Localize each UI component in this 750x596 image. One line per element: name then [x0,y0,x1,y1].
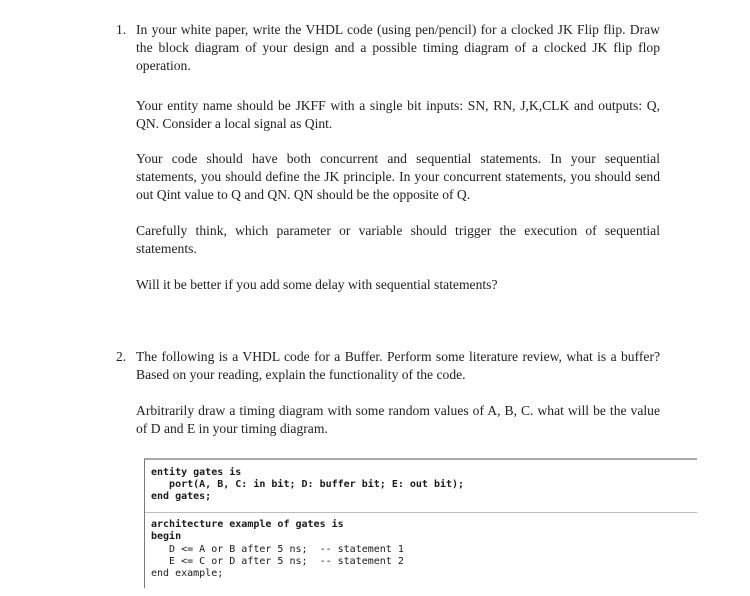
code-line-2: port(A, B, C: in bit; D: buffer bit; E: out bit); [151,479,465,490]
q1-paragraph-5: Will it be better if you add some delay with sequential statements? [136,277,498,292]
code-line-8: end example; [151,568,224,579]
code-line-6: D <= A or B after 5 ns; -- statement 1 [151,544,404,555]
q1-paragraph-2: Your entity name should be JKFF with a single bit inputs: SN, RN, J,K,CLK and outputs: Q, QN. Consider a local signal as Qint. [136,98,660,131]
code-line-5: begin [151,531,182,542]
q2-paragraph-1: The following is a VHDL code for a Buffer. Perform some literature review, what is a buffer? Based on your reading, explain the functionality of the code. [136,349,660,382]
code-line-3: end gates; [151,491,212,502]
vhdl-code-block [144,458,697,588]
code-line-7: E <= C or D after 5 ns; -- statement 2 [151,556,404,567]
code-divider [145,512,697,513]
q2-paragraph-2: Arbitrarily draw a timing diagram with some random values of A, B, C. what will be the value of D and E in your timing diagram. [136,403,660,436]
code-line-4: architecture example of gates is [151,519,344,530]
question-1-number: 1. [116,22,127,37]
q1-paragraph-4: Carefully think, which parameter or variable should trigger the execution of sequential statements. [136,223,660,256]
q1-paragraph-3: Your code should have both concurrent and sequential statements. In your sequential statements, you should define the JK principle. In your concurrent statements, you should send out Qint value to Q and QN. QN should be the opposite of Q. [136,151,660,202]
question-2-number: 2. [116,349,127,364]
q1-paragraph-1: In your white paper, write the VHDL code (using pen/pencil) for a clocked JK Flip flip. Draw the block diagram of your design and a possible timing diagram of a clocked JK flip flop operation. [136,22,660,73]
code-line-1: entity gates is [151,467,242,478]
